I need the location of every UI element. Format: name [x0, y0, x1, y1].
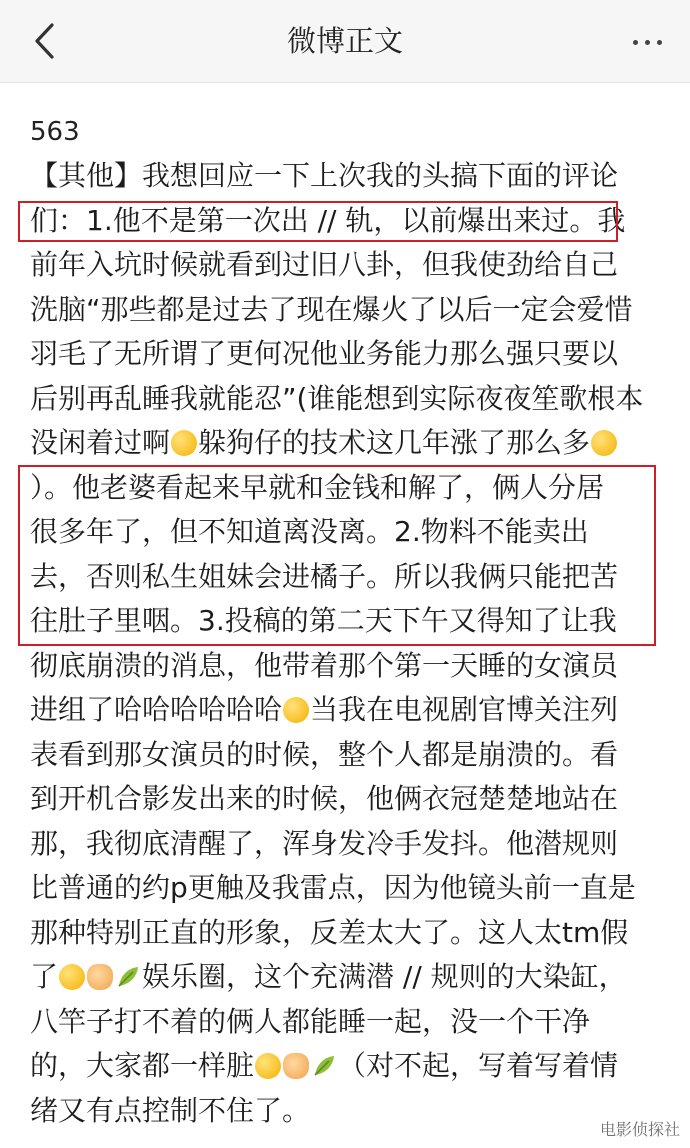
post-text-fragment: 进组了哈哈哈哈哈哈 [30, 693, 283, 726]
post-line: 那，我彻底清醒了，浑身发冷手发抖。他潜规则 [30, 826, 619, 860]
post-text-fragment: 的，大家都一样脏 [30, 1049, 255, 1082]
post-text-fragment: （对不起，写着写着情 [338, 1049, 619, 1082]
post-line: 很多年了，但不知道离没离。2.物料不能卖出 [30, 515, 589, 548]
post-line: 到开机合影发出来的时候，他俩衣冠楚楚地站在 [30, 782, 619, 815]
surprised-face-emoji-icon [59, 964, 85, 990]
leaf-emoji-icon [311, 1053, 337, 1079]
post-line: 绪又有点控制不住了。 [30, 1093, 311, 1127]
rock-hand-emoji-icon [283, 1053, 309, 1079]
post-line [30, 955, 670, 1000]
surprised-face-emoji-icon [255, 1053, 281, 1079]
post-line: 们：1.他不是第一次出 // 轨，以前爆出来过。我 [30, 203, 626, 237]
post-text-fragment: 娱乐圈，这个充满潜 // 规则的大染缸， [142, 960, 627, 993]
nav-bar [0, 0, 690, 83]
more-button[interactable] [622, 22, 672, 62]
crying-face-emoji-icon [171, 430, 197, 456]
post-line: 羽毛了无所谓了更何况他业务能力那么强只要以 [30, 337, 619, 370]
post-line: 【其他】我想回应一下上次我的头搞下面的评论 [30, 159, 619, 192]
more-dots-icon [633, 40, 662, 45]
post-line [30, 1044, 670, 1089]
rock-hand-emoji-icon [87, 964, 113, 990]
post-text-fragment: 当我在电视剧官博关注列 [310, 693, 619, 726]
post-line: 去，否则私生姐妹会进橘子。所以我俩只能把苦 [30, 559, 619, 593]
post-line: ）。他老婆看起来早就和金钱和解了，俩人分居 [30, 470, 605, 504]
crying-face-emoji-icon [591, 430, 617, 456]
post-content [30, 110, 670, 1133]
post-line: 那种特别正直的形象，反差太大了。这人太tm假 [30, 915, 629, 949]
post-line: 洗脑“那些都是过去了现在爆火了以后一定会爱惜 [30, 292, 633, 326]
post-line [30, 688, 670, 733]
surprised-face-emoji-icon [283, 697, 309, 723]
post-line: 后别再乱睡我就能忍”(谁能想到实际夜夜笙歌根本 [30, 381, 644, 415]
watermark: 电影侦探社 [599, 1120, 680, 1139]
post-body [30, 154, 670, 1133]
post-text-fragment: 没闲着过啊 [30, 426, 171, 459]
post-line: 彻底崩溃的消息，他带着那个第一天睡的女演员 [30, 648, 619, 682]
post-line: 往肚子里咽。3.投稿的第二天下午又得知了让我 [30, 604, 617, 637]
post-line [30, 421, 670, 466]
leaf-emoji-icon [115, 964, 141, 990]
page-title: 微博正文 [286, 24, 403, 58]
post-line: 八竿子打不着的俩人都能睡一起，没一个干净 [30, 1004, 591, 1038]
post-text-fragment: 了 [30, 960, 59, 993]
post-line: 比普通的约p更触及我雷点，因为他镜头前一直是 [30, 871, 636, 904]
post-line: 前年入坑时候就看到过旧八卦，但我使劲给自己 [30, 248, 619, 281]
post-line: 表看到那女演员的时候，整个人都是崩溃的。看 [30, 737, 619, 771]
post-number: 563 [30, 117, 80, 147]
post-text-fragment: 躲狗仔的技术这几年涨了那么多 [198, 426, 591, 459]
